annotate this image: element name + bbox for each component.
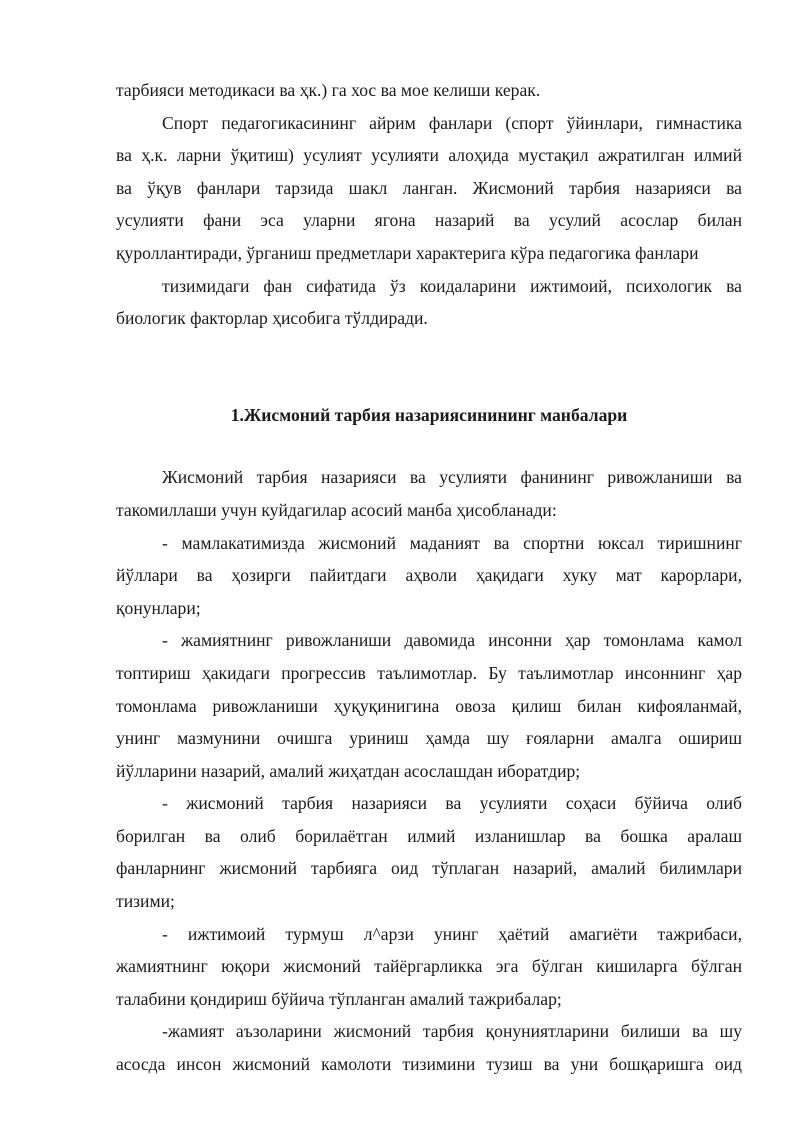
list-item-line: - ижтимоий турмуш л^арзи унинг ҳаётий амагиёти тажрибаси, [162, 923, 742, 944]
text-line: Спорт педагогикасининг айрим фанлари (спорт ўйинлари, гимнастика [162, 112, 742, 133]
list-item-line: борилган ва олиб борилаётган илмий изланишлар ва бошка аралаш [116, 825, 742, 846]
document-page [116, 74, 742, 1081]
text-line: қуроллантиради, ўрганиш предметлари характерига кўра педагогика фанлари [116, 242, 699, 263]
list-item-line: асосда инсон жисмоний камолоти тизимини тузиш ва уни бошқаришга оид [116, 1054, 742, 1075]
intro-paragraph [116, 74, 742, 335]
list-item-line: -жамият аъзоларини жисмоний тарбия қонуниятларини билиши ва шу [162, 1021, 742, 1042]
list-item-line: томонлама ривожланиши ҳуқуқинигина овоза қилиш билан кифояланмай, [116, 695, 742, 716]
text-line: Жисмоний тарбия назарияси ва усулияти фанининг ривожланиши ва [162, 467, 742, 488]
text-line: ва ҳ.к. ларни ўқитиш) усулият усулияти алоҳида мустақил ажратилган илмий [116, 145, 742, 166]
list-item-line: - мамлакатимизда жисмоний маданият ва спортни юксал тиришнинг [162, 532, 742, 553]
spacer [116, 335, 742, 399]
text-line: такомиллаши учун куйдагилар асосий манба ҳисобланади: [116, 499, 557, 520]
list-item-line: қонунлари; [116, 597, 201, 618]
list-item-line: фанларнинг жисмоний тарбияга оид тўплаган назарий, амалий билимлари [116, 858, 742, 879]
text-line: тарбияси методикаси ва ҳк.) га хос ва мое келиши керак. [116, 80, 541, 100]
text-line: ва ўқув фанлари тарзида шакл ланган. Жисмоний тарбия назарияси ва [116, 177, 742, 198]
list-item-line: тизими; [116, 891, 175, 912]
text-line: биологик факторлар ҳисобига тўлдиради. [116, 308, 428, 329]
section-body [116, 461, 742, 1080]
list-item-line: талабини қондириш бўйича тўпланган амалий тажрибалар; [116, 988, 562, 1009]
spacer [116, 431, 742, 461]
list-item-line: топтириш ҳакидаги прогрессив таълимотлар. Бу таълимотлар инсоннинг ҳар [116, 662, 742, 683]
text-line: усулияти фани эса уларни ягона назарий ва усулий асослар билан [116, 210, 742, 231]
section-heading: 1.Жисмоний тарбия назариясинининг манбалари [230, 404, 628, 425]
list-item-line: унинг мазмунини очишга уриниш ҳамда шу ғояларни амалга ошириш [116, 728, 742, 749]
list-item-line: - жамиятнинг ривожланиши давомида инсонни ҳар томонлама камол [162, 630, 742, 651]
list-item-line: - жисмоний тарбия назарияси ва усулияти соҳаси бўйича олиб [162, 793, 742, 814]
list-item-line: йўлларини назарий, амалий жиҳатдан асослашдан иборатдир; [116, 760, 581, 781]
text-line: тизимидаги фан сифатида ўз коидаларини ижтимоий, психологик ва [162, 275, 742, 296]
list-item-line: йўллари ва ҳозирги пайитдаги аҳволи ҳақидаги хуку мат карорлари, [116, 565, 742, 586]
list-item-line: жамиятнинг юқори жисмоний тайёргарликка эга бўлган кишиларга бўлган [116, 956, 742, 977]
